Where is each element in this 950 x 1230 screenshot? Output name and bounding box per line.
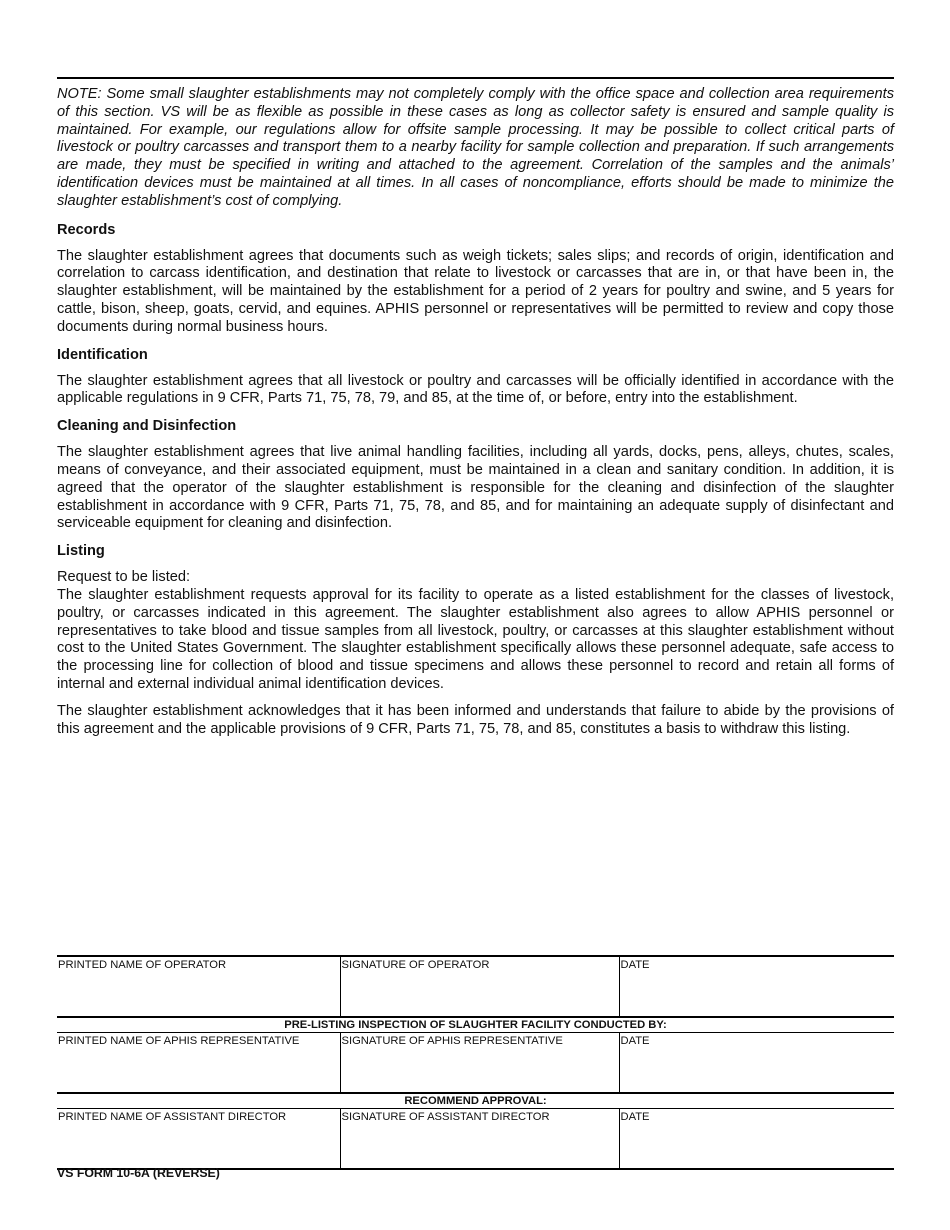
assistant-director-printed-name-field[interactable] [57,1109,340,1170]
operator-date-label: DATE [620,959,650,971]
records-heading: Records [57,221,116,238]
inspection-bar: PRE-LISTING INSPECTION OF SLAUGHTER FACILITY CONDUCTED BY: [57,1017,894,1033]
aphis-signature-label: SIGNATURE OF APHIS REPRESENTATIVE [341,1035,563,1047]
operator-row [57,956,894,1017]
top-divider [57,77,894,79]
operator-signature-label: SIGNATURE OF OPERATOR [341,959,490,971]
aphis-printed-name-label: PRINTED NAME OF APHIS REPRESENTATIVE [58,1035,300,1047]
operator-signature-field[interactable] [340,956,619,1017]
operator-printed-name-field[interactable] [57,956,340,1017]
assistant-director-date-label: DATE [620,1111,650,1123]
operator-printed-name-label: PRINTED NAME OF OPERATOR [58,959,227,971]
assistant-director-row [57,1109,894,1170]
listing-subheading: Request to be listed: [57,569,191,586]
approval-bar: RECOMMEND APPROVAL: [57,1093,894,1109]
aphis-row [57,1033,894,1094]
cleaning-heading: Cleaning and Disinfection [57,418,237,435]
listing-heading: Listing [57,543,105,560]
assistant-director-date-field[interactable] [619,1109,894,1170]
operator-date-field[interactable] [619,956,894,1017]
assistant-director-signature-label: SIGNATURE OF ASSISTANT DIRECTOR [341,1111,550,1123]
assistant-director-signature-field[interactable] [340,1109,619,1170]
identification-paragraph: The slaughter establishment agrees that all livestock or poultry and carcasses will be officially identified in accordance with the applicable regulations in 9 CFR, Parts 71, 75, 78, 79, and 85, at the time of, or before, entry into the establishment. [57,372,894,407]
form-footer: VS FORM 10-6A (REVERSE) [57,1166,220,1180]
aphis-signature-field[interactable] [340,1033,619,1094]
assistant-director-printed-name-label: PRINTED NAME OF ASSISTANT DIRECTOR [58,1111,287,1123]
aphis-date-field[interactable] [619,1033,894,1094]
acknowledgment-paragraph: The slaughter establishment acknowledges that it has been informed and understands that failure to abide by the provisions of this agreement and the applicable provisions of 9 CFR, Parts 71, 75, 78, and 85, constitutes a basis to withdraw this listing. [57,702,894,737]
listing-paragraph: The slaughter establishment requests approval for its facility to operate as a listed establishment for the classes of livestock, poultry, or carcasses indicated in this agreement. The slaughter establishment also agrees to allow APHIS personnel or representatives to take blood and tissue samples from all livestock, poultry, or carcasses at this slaughter establishment without cost to the United States Government. The slaughter establishment specifically allows these personnel adequate, safe access to the processing line for collection of blood and tissue specimens and allows these personnel to record and retain all forms of internal and external individual animal identification devices. [57,586,894,692]
note-paragraph: NOTE: Some small slaughter establishments may not completely comply with the office space and collection area requirements of this section. VS will be as flexible as possible in these cases as long as collector safety is ensured and sample quality is maintained. For example, our regulations allow for offsite sample processing. It may be possible to collect critical parts of livestock or poultry carcasses and transport them to a nearby facility for sample collection and preparation. If such arrangements are made, they must be specified in writing and attached to the agreement. Correlation of the samples and the animals’ identification devices must be maintained at all times. In all cases of noncompliance, efforts should be made to minimize the slaughter establishment’s cost of complying. [57,86,894,209]
aphis-date-label: DATE [620,1035,650,1047]
signature-table [57,955,894,1170]
cleaning-paragraph: The slaughter establishment agrees that live animal handling facilities, including all yards, docks, pens, alleys, chutes, scales, means of conveyance, and their associated equipment, must be maintained in a clean and sanitary condition. In addition, it is agreed that the operator of the slaughter establishment is responsible for the cleaning and disinfection of the slaughter establishment in accordance with 9 CFR, Parts 71, 75, 78, and 85, and for maintaining an adequate supply of disinfectant and serviceable equipment for cleaning and disinfection. [57,444,894,532]
identification-heading: Identification [57,346,148,363]
records-paragraph: The slaughter establishment agrees that documents such as weigh tickets; sales slips; and records of origin, identification and correlation to carcass identification, and destination that relate to livestock or carcasses that are in, or that have been in, the slaughter establishment, will be maintained by the establishment for a period of 2 years for poultry and swine, and 5 years for cattle, bison, sheep, goats, cervid, and equines. APHIS personnel or representatives will be permitted to review and copy those documents during normal business hours. [57,247,894,335]
form-body [57,77,894,738]
aphis-printed-name-field[interactable] [57,1033,340,1094]
